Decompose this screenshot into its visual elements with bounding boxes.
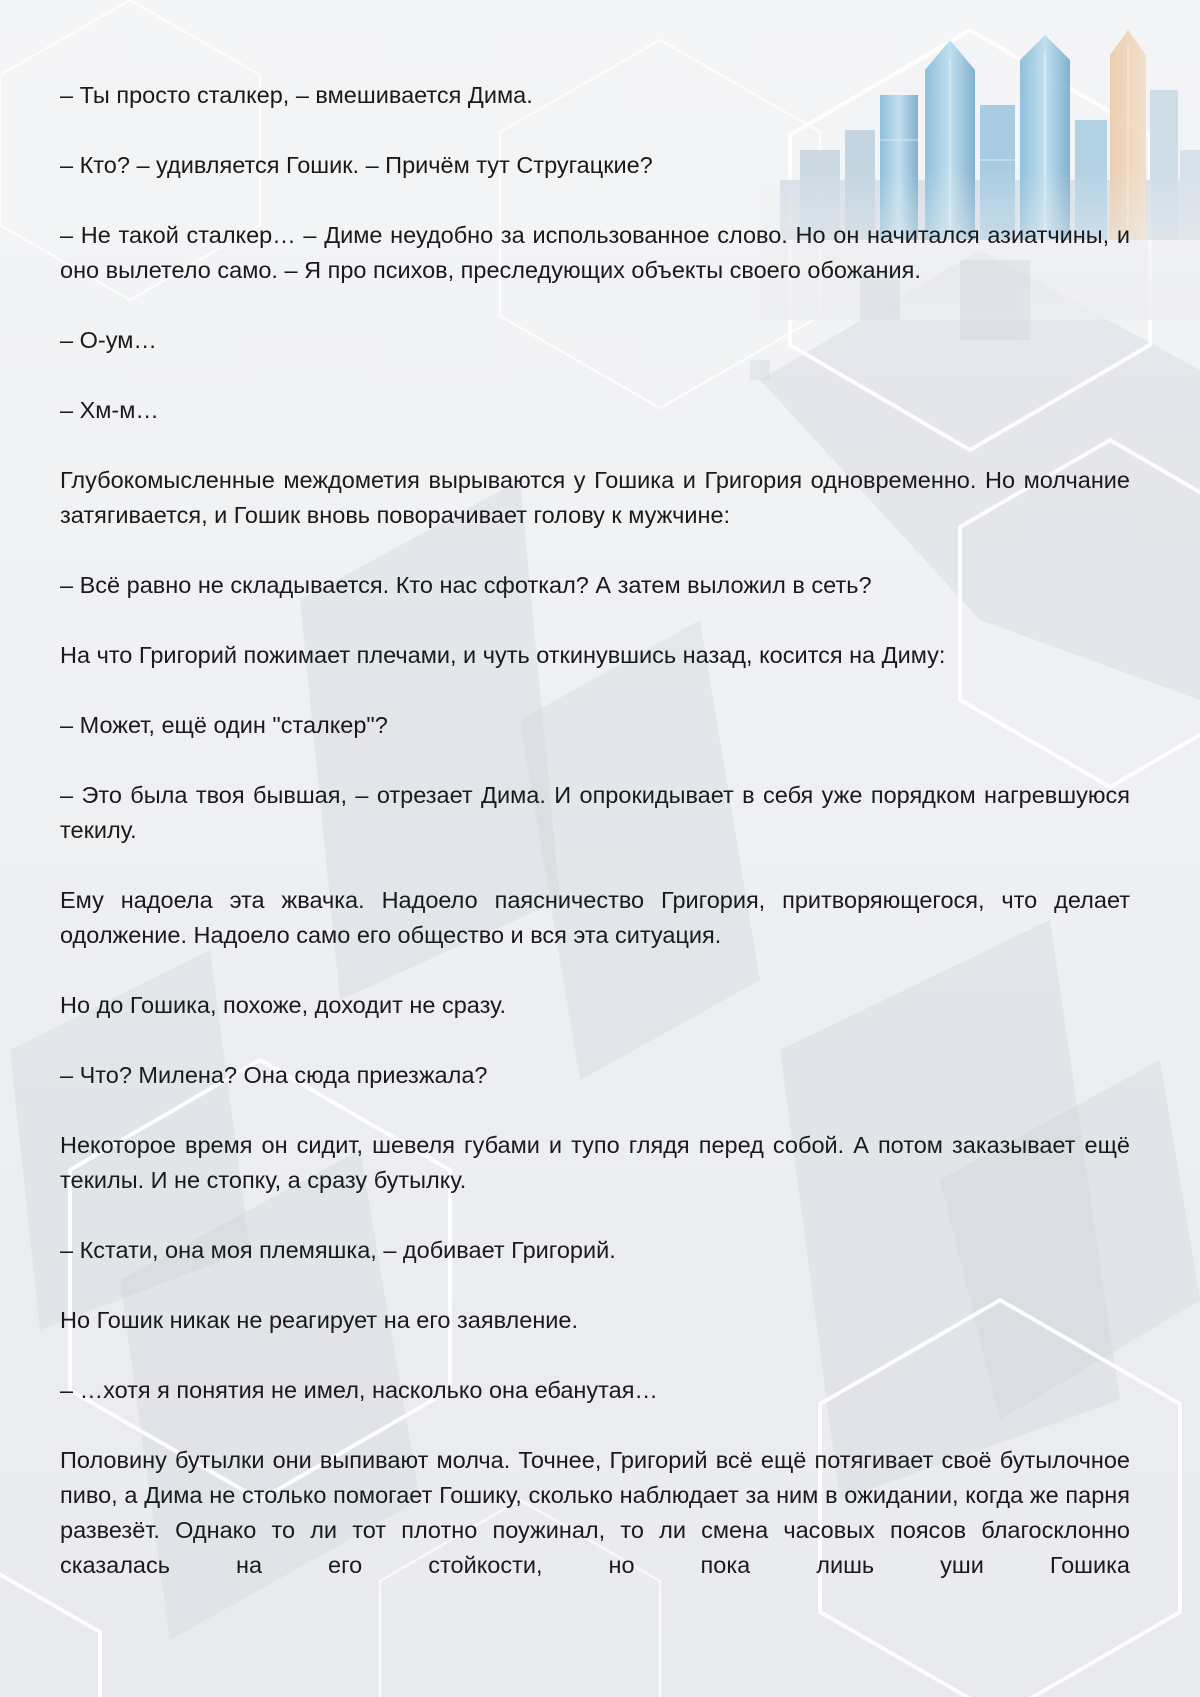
paragraph: – Хм-м… — [60, 397, 159, 423]
paragraph: – Кстати, она моя племяшка, – добивает Григорий. — [60, 1237, 616, 1263]
paragraph: – …хотя я понятия не имел, насколько она ебанутая… — [60, 1377, 658, 1403]
paragraph: Ему надоела эта жвачка. Надоело паясничество Григория, притворяющегося, что делает одолжение. Надоело само его общество и вся эта ситуация. — [60, 887, 1130, 948]
paragraph: – Всё равно не складывается. Кто нас сфоткал? А затем выложил в сеть? — [60, 572, 872, 598]
paragraph: – О-ум… — [60, 327, 157, 353]
paragraph: – Может, ещё один "сталкер"? — [60, 712, 388, 738]
paragraph: На что Григорий пожимает плечами, и чуть откинувшись назад, косится на Диму: — [60, 642, 946, 668]
document-body — [60, 78, 1130, 1583]
paragraph: Но Гошик никак не реагирует на его заявление. — [60, 1307, 579, 1333]
paragraph: Половину бутылки они выпивают молча. Точнее, Григорий всё ещё потягивает своё бутылочное пиво, а Дима не столько помогает Гошику, сколько наблюдает за ним в ожидании, когда же парня развезёт. Однако то ли тот плотно поужинал, то ли смена часовых поясов благосклонно сказалась на его стойкости, но пока лишь уши Гошика — [60, 1447, 1130, 1578]
paragraph: – Это была твоя бывшая, – отрезает Дима. И опрокидывает в себя уже порядком нагревшуюся текилу. — [60, 782, 1130, 843]
paragraph: – Не такой сталкер… – Диме неудобно за использованное слово. Но он начитался азиатчины, и оно вылетело само. – Я про психов, преследующих объекты своего обожания. — [60, 222, 1130, 283]
paragraph: – Ты просто сталкер, – вмешивается Дима. — [60, 82, 533, 108]
paragraph: – Что? Милена? Она сюда приезжала? — [60, 1062, 488, 1088]
paragraph: Глубокомысленные междометия вырываются у Гошика и Григория одновременно. Но молчание затягивается, и Гошик вновь поворачивает голову к мужчине: — [60, 467, 1130, 528]
paragraph: – Кто? – удивляется Гошик. – Причём тут Стругацкие? — [60, 152, 653, 178]
paragraph: Некоторое время он сидит, шевеля губами и тупо глядя перед собой. А потом заказывает ещё текилы. И не стопку, а сразу бутылку. — [60, 1132, 1130, 1193]
paragraph: Но до Гошика, похоже, доходит не сразу. — [60, 992, 507, 1018]
